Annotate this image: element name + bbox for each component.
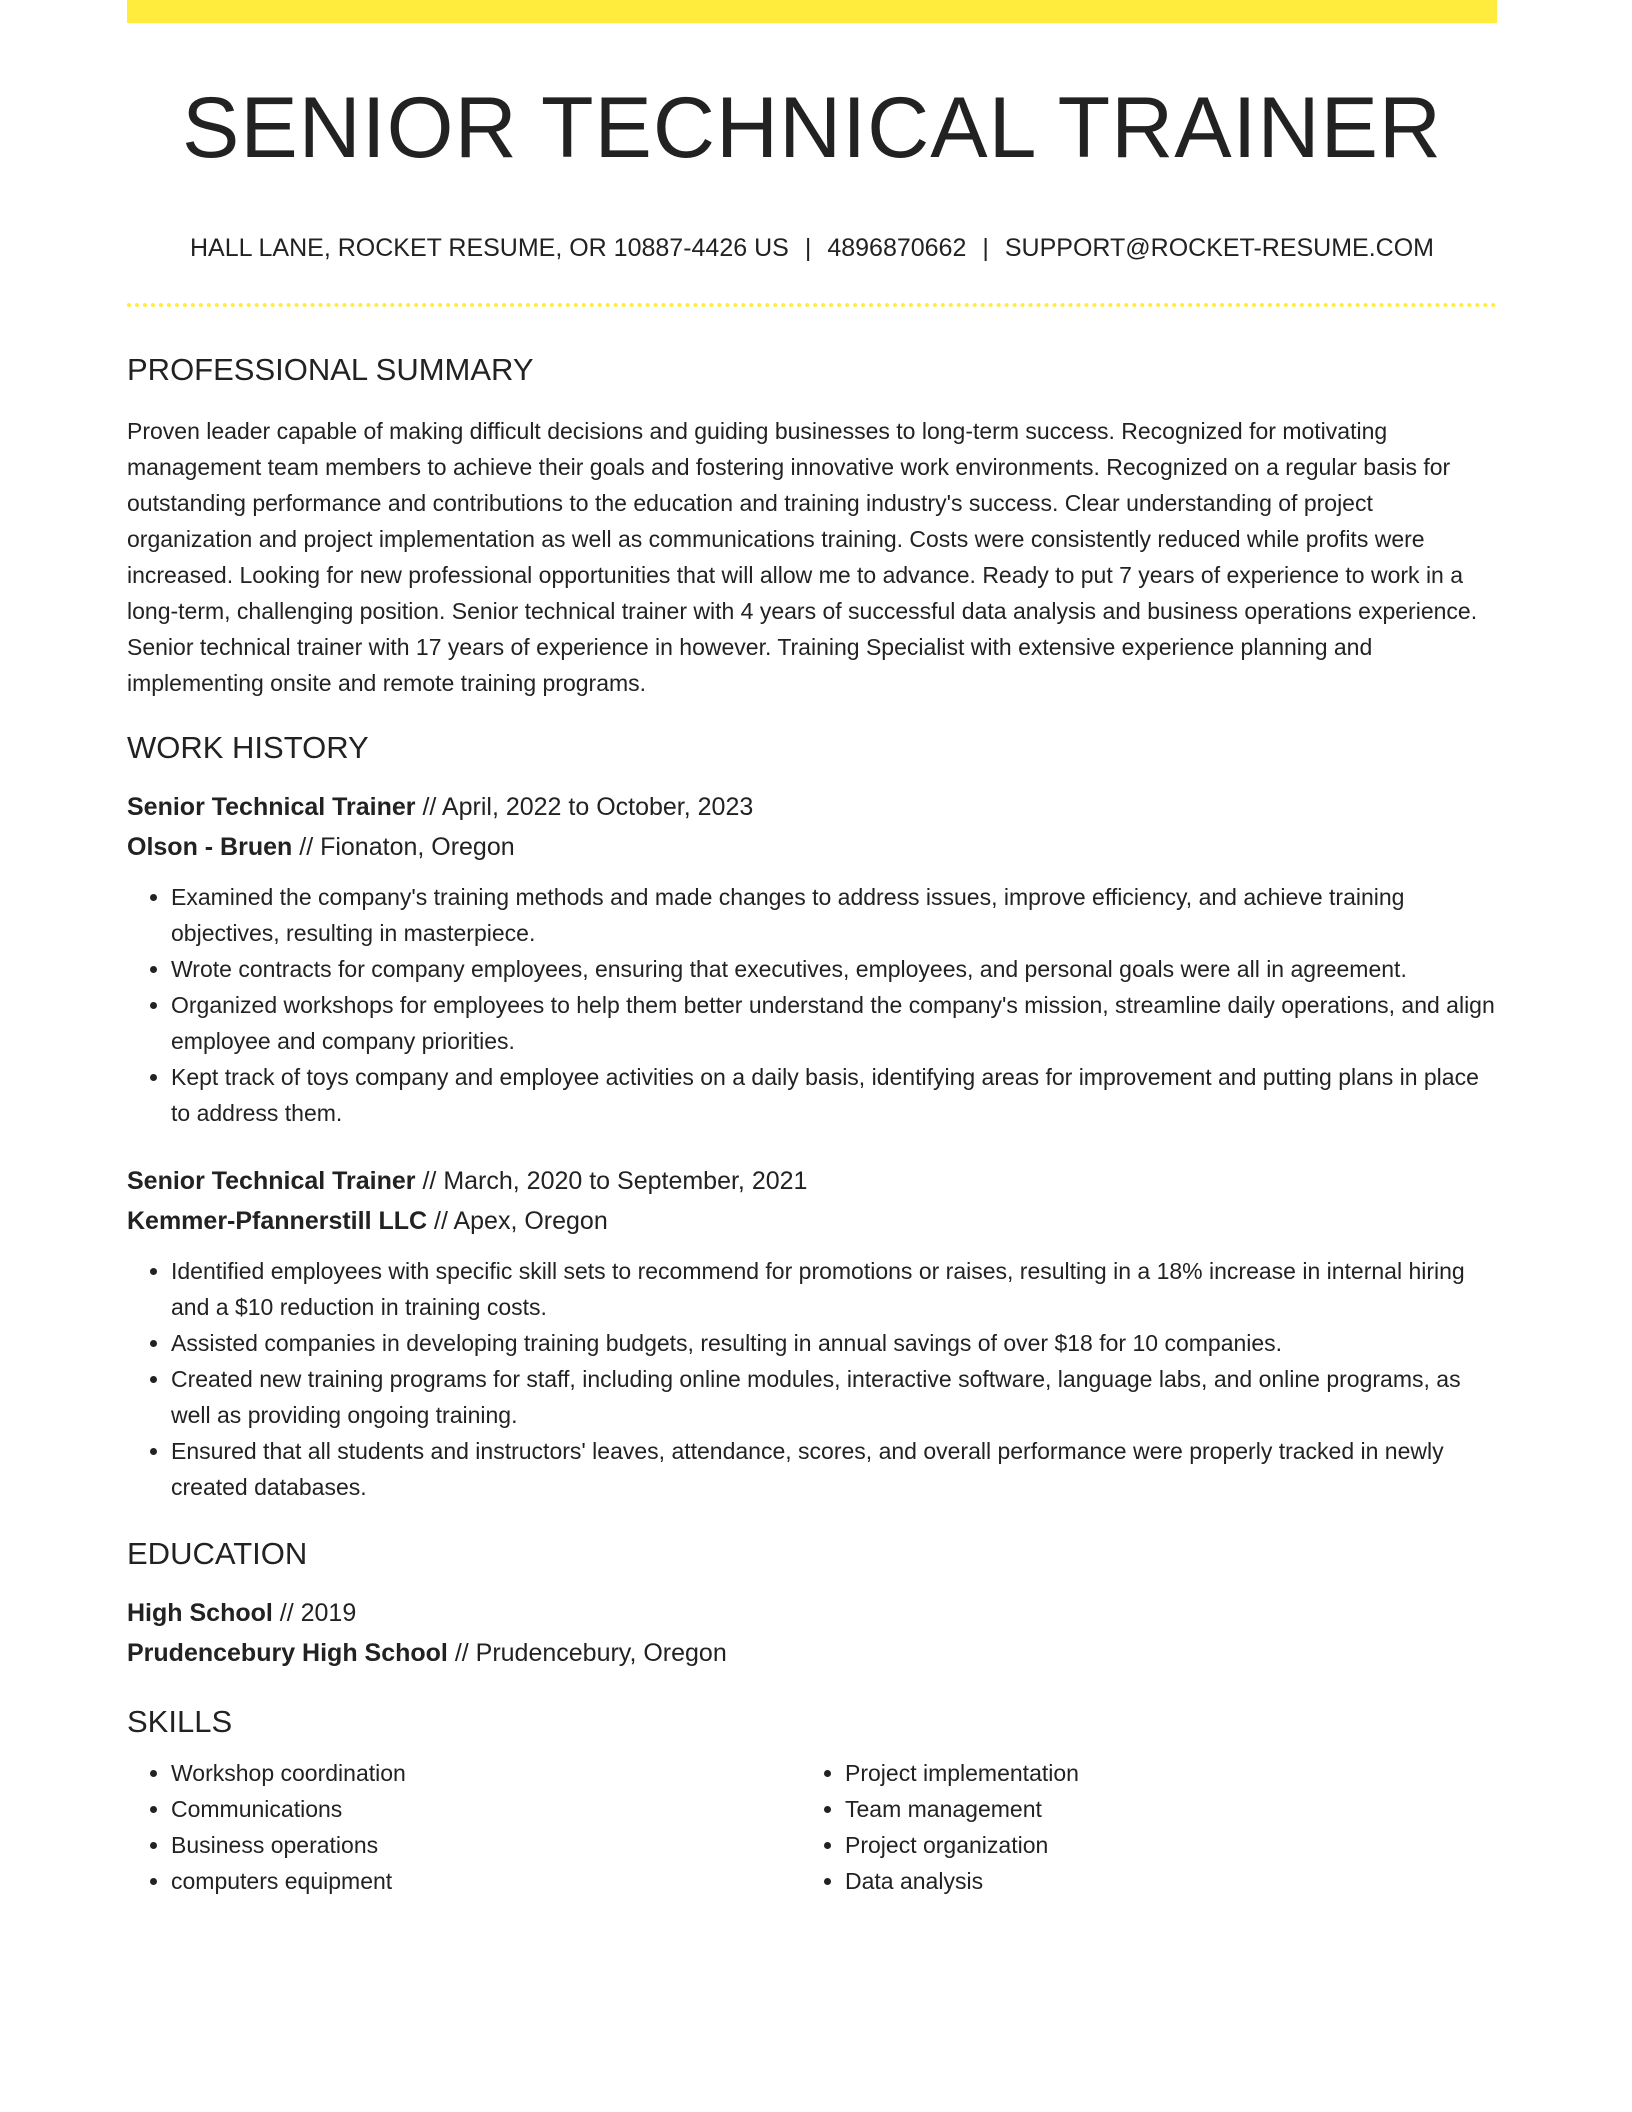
resume-title: SENIOR TECHNICAL TRAINER bbox=[181, 80, 1443, 176]
education-school: Prudencebury High School bbox=[127, 1638, 448, 1667]
education-entry bbox=[127, 1593, 1497, 1673]
job-location: // Apex, Oregon bbox=[427, 1206, 608, 1235]
education-location: // Prudencebury, Oregon bbox=[447, 1638, 727, 1667]
job-bullet: • Identified employees with specific skill sets to recommend for promotions or raises, resulting in a 18% increase in internal hiring and a $10 reduction in training costs. bbox=[171, 1253, 1497, 1325]
contact-separator: | bbox=[804, 234, 812, 262]
contact-separator: | bbox=[982, 234, 989, 262]
skill-item: • Project implementation bbox=[845, 1755, 1475, 1791]
summary-text: Proven leader capable of making difficult decisions and guiding businesses to long-term success. Recognized for motivating management team members to achieve their goals and fostering innovative work environments. Recognized on a regular basis for outstanding performance and contributions to the education and training industry's success. Clear understanding of project organization and project implementation as well as communications training. Costs were consistently reduced while profits were increased. Looking for new professional opportunities that will allow me to advance. Ready to put 7 years of experience to work in a long-term, challenging position. Senior technical trainer with 4 years of successful data analysis and business operations experience. Senior technical trainer with 17 years of experience in however. Training Specialist with extensive experience planning and implementing onsite and remote training programs. bbox=[127, 417, 1478, 696]
job-bullet: • Created new training programs for staff, including online modules, interactive software, language labs, and online programs, as well as providing ongoing training. bbox=[171, 1361, 1497, 1433]
job-company: Kemmer-Pfannerstill LLC bbox=[127, 1206, 428, 1235]
job-role: Senior Technical Trainer bbox=[127, 1166, 416, 1195]
contact-address: HALL LANE, ROCKET RESUME, OR 10887-4426 US bbox=[189, 234, 789, 262]
job-company: Olson - Bruen bbox=[127, 832, 293, 861]
job-bullet: • Examined the company's training methods and made changes to address issues, improve efficiency, and achieve training objectives, resulting in masterpiece. bbox=[171, 879, 1497, 951]
skill-item: • computers equipment bbox=[171, 1863, 801, 1899]
education-year: // 2019 bbox=[272, 1598, 357, 1627]
contact-phone: 4896870662 bbox=[827, 234, 967, 262]
accent-bar bbox=[127, 0, 1497, 23]
job-bullet: • Assisted companies in developing training budgets, resulting in annual savings of over $18 for 10 companies. bbox=[171, 1325, 1497, 1361]
contact-email: SUPPORT@ROCKET-RESUME.COM bbox=[1004, 234, 1435, 262]
job-bullet: • Organized workshops for employees to help them better understand the company's mission, streamline daily operations, and align employee and company priorities. bbox=[171, 987, 1497, 1059]
job-entry bbox=[127, 787, 1497, 1131]
section-title-work-history: WORK HISTORY bbox=[127, 729, 369, 765]
job-title-line bbox=[127, 1161, 1497, 1201]
skill-item: • Workshop coordination bbox=[171, 1755, 801, 1791]
skill-item: • Project organization bbox=[845, 1827, 1475, 1863]
job-company-line bbox=[127, 827, 1497, 867]
dotted-divider bbox=[127, 303, 1497, 307]
education-degree-line bbox=[127, 1593, 1497, 1633]
section-title-skills: SKILLS bbox=[127, 1703, 233, 1739]
skill-item: • Communications bbox=[171, 1791, 801, 1827]
skill-item: • Business operations bbox=[171, 1827, 801, 1863]
job-location: // Fionaton, Oregon bbox=[292, 832, 515, 861]
job-bullets bbox=[127, 1253, 1497, 1505]
job-dates: // April, 2022 to October, 2023 bbox=[415, 792, 754, 821]
education-section bbox=[127, 1537, 1497, 1673]
skills-section bbox=[127, 1705, 1497, 1899]
job-dates: // March, 2020 to September, 2021 bbox=[415, 1166, 808, 1195]
skills-list-left bbox=[127, 1755, 801, 1899]
job-entry bbox=[127, 1161, 1497, 1505]
job-bullet: • Ensured that all students and instructors' leaves, attendance, scores, and overall performance were properly tracked in newly created databases. bbox=[171, 1433, 1497, 1505]
professional-summary-section bbox=[127, 353, 1497, 701]
skills-list-right bbox=[801, 1755, 1475, 1899]
skill-item: • Team management bbox=[845, 1791, 1475, 1827]
education-degree: High School bbox=[127, 1598, 273, 1627]
education-school-line bbox=[127, 1633, 1497, 1673]
work-history-section bbox=[127, 731, 1497, 1505]
skill-item: • Data analysis bbox=[845, 1863, 1475, 1899]
job-bullet: • Kept track of toys company and employee activities on a daily basis, identifying areas for improvement and putting plans in place to address them. bbox=[171, 1059, 1497, 1131]
job-bullet: • Wrote contracts for company employees, ensuring that executives, employees, and personal goals were all in agreement. bbox=[171, 951, 1497, 987]
skills-columns bbox=[127, 1755, 1497, 1899]
job-company-line bbox=[127, 1201, 1497, 1241]
resume-page bbox=[127, 0, 1497, 1899]
contact-line bbox=[127, 235, 1497, 263]
section-title-education: EDUCATION bbox=[127, 1535, 308, 1571]
section-title-summary: PROFESSIONAL SUMMARY bbox=[127, 351, 534, 387]
job-title-line bbox=[127, 787, 1497, 827]
job-bullets bbox=[127, 879, 1497, 1131]
job-role: Senior Technical Trainer bbox=[127, 792, 416, 821]
